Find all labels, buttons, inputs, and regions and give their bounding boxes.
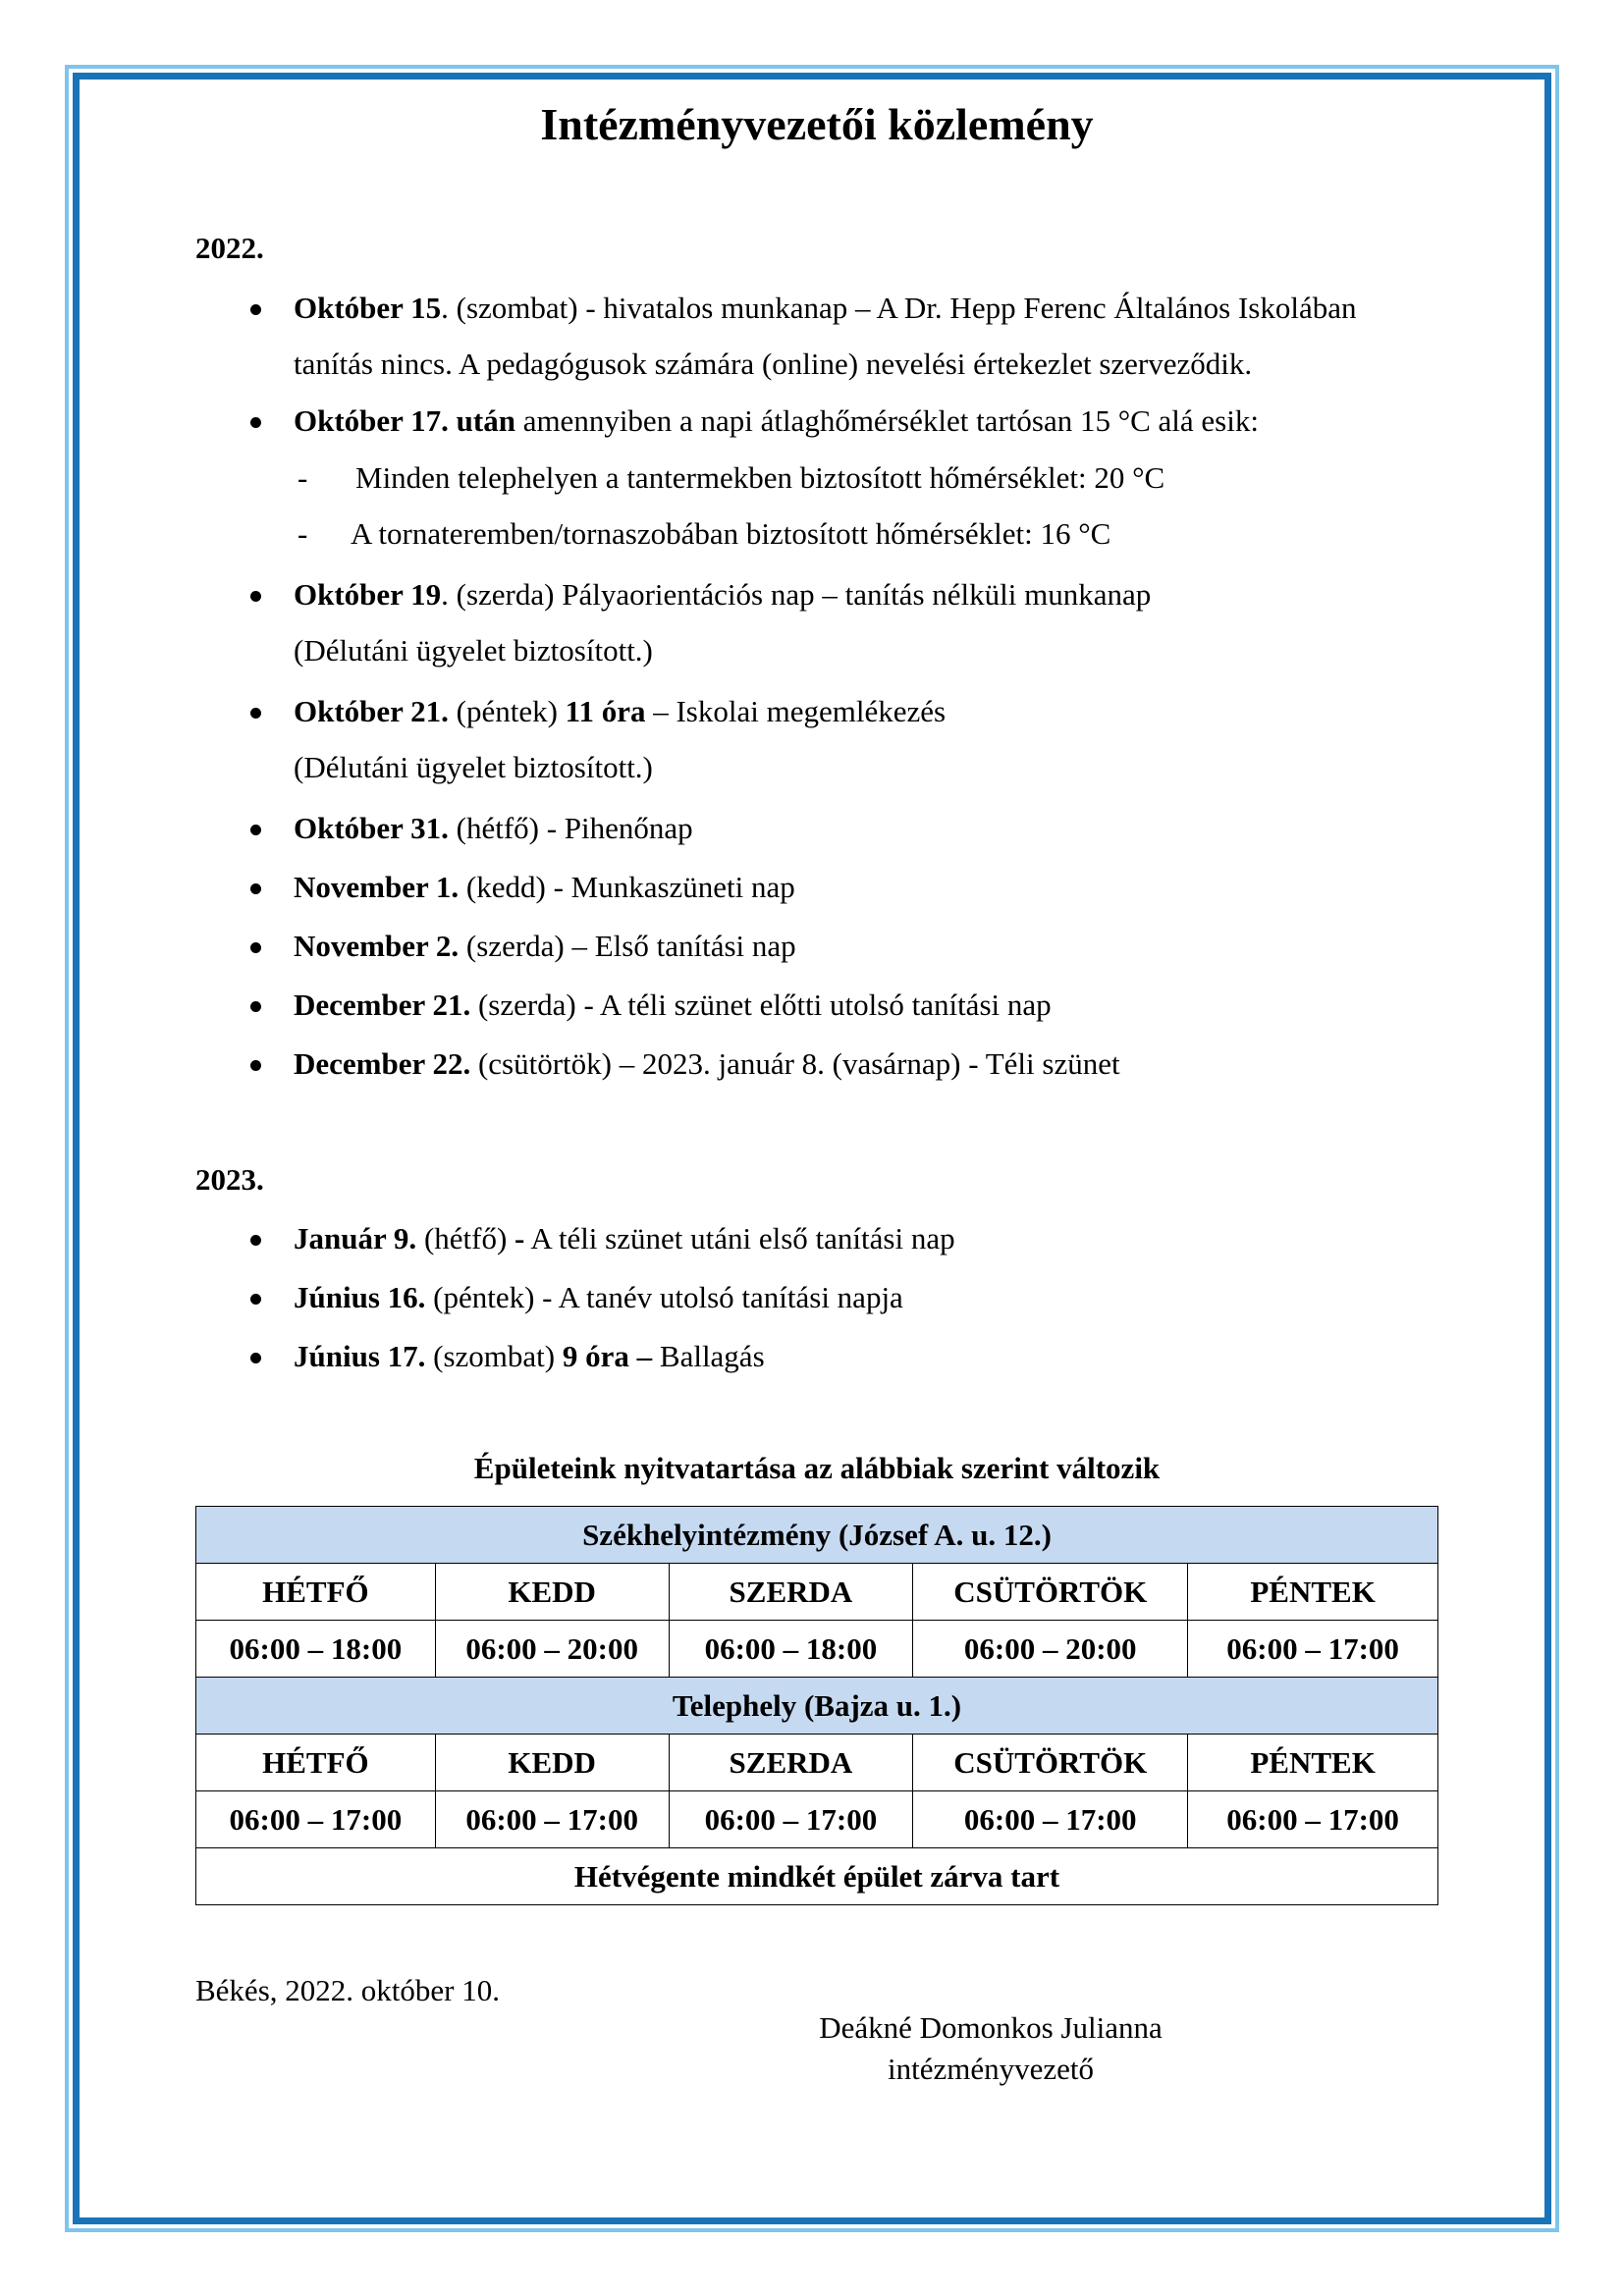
day-header: CSÜTÖRTÖK [913, 1564, 1188, 1621]
hours-cell: 06:00 – 17:00 [913, 1791, 1188, 1848]
list-item: Október 17. után amennyiben a napi átlaghőmérséklet tartósan 15 °C alá esik: [294, 403, 1259, 438]
day-header: PÉNTEK [1188, 1735, 1438, 1791]
day-header: SZERDA [669, 1564, 913, 1621]
hours-cell: 06:00 – 20:00 [435, 1621, 669, 1678]
sub-list-item: A tornateremben/tornaszobában biztosított hőmérséklet: 16 °C [351, 516, 1111, 551]
dash-marker: - [298, 516, 308, 551]
day-header: KEDD [435, 1735, 669, 1791]
hours-cell: 06:00 – 17:00 [196, 1791, 436, 1848]
hours-cell: 06:00 – 18:00 [196, 1621, 436, 1678]
hours-cell: 06:00 – 17:00 [669, 1791, 913, 1848]
list-item: Október 21. (péntek) 11 óra – Iskolai megemlékezés [294, 694, 947, 728]
bullet-icon [250, 883, 261, 894]
table-row [196, 1735, 1438, 1791]
bullet-icon [250, 1353, 261, 1363]
list-item-continuation: tanítás nincs. A pedagógusok számára (online) nevelési értekezlet szerveződik. [294, 347, 1253, 381]
site-header-row [196, 1678, 1438, 1735]
list-item: Január 9. (hétfő) - A téli szünet utáni első tanítási nap [294, 1221, 955, 1255]
day-header: SZERDA [669, 1735, 913, 1791]
hours-cell: 06:00 – 18:00 [669, 1621, 913, 1678]
hours-cell: 06:00 – 17:00 [1188, 1621, 1438, 1678]
site-name: Telephely (Bajza u. 1.) [196, 1678, 1438, 1735]
table-row [196, 1621, 1438, 1678]
place-and-date: Békés, 2022. október 10. [195, 1973, 500, 2007]
list-item: Június 17. (szombat) 9 óra – Ballagás [294, 1339, 765, 1373]
year-heading-2023: 2023. [195, 1162, 264, 1197]
bullet-icon [250, 417, 261, 428]
bullet-icon [250, 1001, 261, 1012]
table-footer-note: Hétvégente mindkét épület zárva tart [196, 1848, 1438, 1905]
hours-cell: 06:00 – 17:00 [435, 1791, 669, 1848]
bullet-icon [250, 1060, 261, 1071]
hours-cell: 06:00 – 20:00 [913, 1621, 1188, 1678]
list-item: Október 19. (szerda) Pályaorientációs nap – tanítás nélküli munkanap [294, 577, 1152, 612]
day-header: KEDD [435, 1564, 669, 1621]
list-item: Október 31. (hétfő) - Pihenőnap [294, 811, 693, 845]
table-footer-row [196, 1848, 1438, 1905]
bullet-icon [250, 1294, 261, 1305]
list-item-continuation: (Délutáni ügyelet biztosított.) [294, 750, 653, 784]
day-header: CSÜTÖRTÖK [913, 1735, 1188, 1791]
page-title: Intézményvezetői közlemény [540, 99, 1094, 149]
sub-list-item: Minden telephelyen a tantermekben biztosított hőmérséklet: 20 °C [355, 460, 1165, 495]
bullet-icon [250, 825, 261, 835]
bullet-icon [250, 708, 261, 719]
signature-block [785, 2010, 1197, 2093]
year-heading-2022: 2022. [195, 231, 264, 265]
day-header: HÉTFŐ [196, 1735, 436, 1791]
day-header: PÉNTEK [1188, 1564, 1438, 1621]
list-item: December 21. (szerda) - A téli szünet előtti utolsó tanítási nap [294, 988, 1052, 1022]
site-name: Székhelyintézmény (József A. u. 12.) [196, 1507, 1438, 1564]
table-row [196, 1791, 1438, 1848]
list-item-continuation: (Délutáni ügyelet biztosított.) [294, 633, 653, 667]
list-item: Június 16. (péntek) - A tanév utolsó tanítási napja [294, 1280, 903, 1314]
bullet-icon [250, 591, 261, 602]
bullet-icon [250, 304, 261, 315]
day-header: HÉTFŐ [196, 1564, 436, 1621]
opening-hours-table [195, 1506, 1438, 1905]
list-item: Október 15. (szombat) - hivatalos munkanap – A Dr. Hepp Ferenc Általános Iskolában [294, 291, 1357, 325]
hours-cell: 06:00 – 17:00 [1188, 1791, 1438, 1848]
site-header-row [196, 1507, 1438, 1564]
table-caption: Épületeink nyitvatartása az alábbiak szerint változik [473, 1451, 1161, 1485]
list-item: November 1. (kedd) - Munkaszüneti nap [294, 870, 795, 904]
list-item: December 22. (csütörtök) – 2023. január 8. (vasárnap) - Téli szünet [294, 1046, 1120, 1081]
bullet-icon [250, 942, 261, 953]
table-row [196, 1564, 1438, 1621]
bullet-icon [250, 1235, 261, 1246]
signer-role: intézményvezető [887, 2052, 1094, 2086]
list-item: November 2. (szerda) – Első tanítási nap [294, 929, 796, 963]
signer-name: Deákné Domonkos Julianna [819, 2010, 1163, 2045]
dash-marker: - [298, 460, 308, 495]
